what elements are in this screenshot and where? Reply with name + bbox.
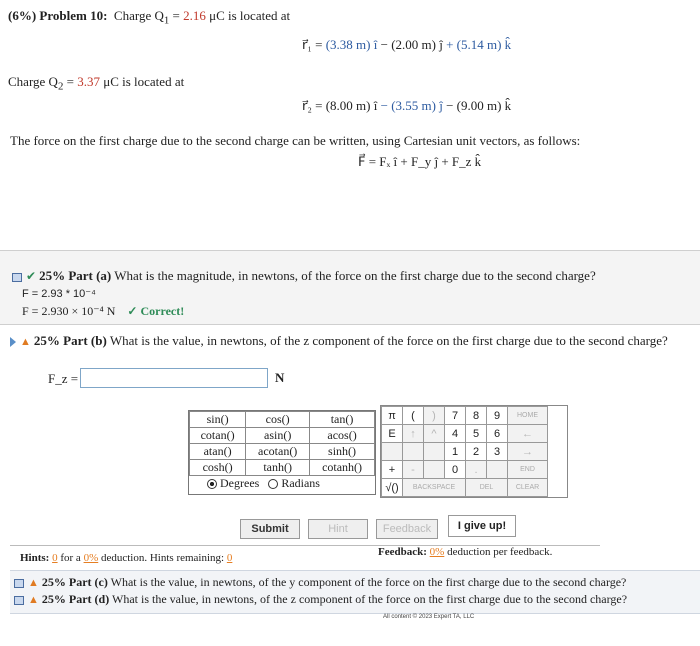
part-b-header[interactable] (10, 333, 668, 349)
copyright: All content © 2023 Expert TA, LLC (383, 614, 475, 620)
home-key[interactable]: HOME (508, 407, 548, 425)
angle-mode (189, 476, 375, 494)
sin-key[interactable]: sin() (190, 412, 246, 428)
caret-key[interactable]: ^ (424, 425, 445, 443)
part-b-question: What is the value, in newtons, of the z component of the force on the first charge due to the second charge? (106, 333, 668, 348)
acos-key[interactable]: acos() (310, 428, 375, 444)
right-arrow-key[interactable]: → (508, 443, 548, 461)
cos-key[interactable]: cos() (246, 412, 310, 428)
part-b-title: 25% Part (b) (33, 333, 107, 348)
blank-key (487, 461, 508, 479)
charge2-statement (8, 74, 184, 93)
key-5[interactable]: 5 (466, 425, 487, 443)
atan-key[interactable]: atan() (190, 444, 246, 460)
r1-x: (3.38 m) î (325, 37, 378, 52)
asin-key[interactable]: asin() (246, 428, 310, 444)
tan-key[interactable]: tan() (310, 412, 375, 428)
charge1-sub: 1 (163, 14, 170, 27)
key-7[interactable]: 7 (445, 407, 466, 425)
expand-arrow-icon[interactable] (10, 337, 16, 347)
numeric-keypad (380, 405, 568, 498)
problem-label: (6%) Problem 10: (8, 8, 108, 23)
key-1[interactable]: 1 (445, 443, 466, 461)
r2-z: − (9.00 m) k̂ (442, 98, 512, 113)
r2-x: (8.00 m) î (325, 98, 378, 113)
charge2-suffix: μC is located at (99, 74, 185, 89)
r2-lhs: r⃗₂ = (302, 98, 326, 113)
correct-status: ✓ Correct! (127, 304, 185, 318)
blank-key (424, 461, 445, 479)
end-key[interactable]: END (508, 461, 548, 479)
up-key[interactable]: ↑ (403, 425, 424, 443)
fz-label: F_z = (48, 371, 79, 386)
part-d-box-icon[interactable] (14, 596, 24, 605)
part-c-title: 25% Part (c) (41, 575, 108, 589)
charge2-sub: 2 (57, 80, 64, 93)
part-a-answer-value: F = 2.930 × 10⁻⁴ N (22, 304, 116, 318)
part-d-title: 25% Part (d) (41, 592, 110, 606)
acotan-key[interactable]: acotan() (246, 444, 310, 460)
open-paren-key[interactable]: ( (403, 407, 424, 425)
position-r2 (302, 98, 511, 114)
part-a-question: What is the magnitude, in newtons, of the force on the first charge due to the second charge? (111, 268, 596, 283)
hint-button[interactable]: Hint (308, 519, 368, 539)
blank-key (382, 443, 403, 461)
warning-icon: ▲ (28, 594, 39, 606)
r1-z: + (5.14 m) k̂ (442, 37, 512, 52)
clear-key[interactable]: CLEAR (508, 479, 548, 497)
charge1-eq: = (169, 8, 184, 23)
part-c-header[interactable] (14, 575, 626, 590)
charge1-suffix: μC is located at (205, 8, 291, 23)
hints-deduction: deduction. Hints remaining: (98, 552, 227, 564)
backspace-key[interactable]: BACKSPACE (403, 479, 466, 497)
minus-key[interactable]: - (403, 461, 424, 479)
cosh-key[interactable]: cosh() (190, 460, 246, 476)
close-paren-key[interactable]: ) (424, 407, 445, 425)
degrees-radio[interactable] (207, 479, 217, 489)
feedback-pct: 0% (429, 546, 445, 558)
key-6[interactable]: 6 (487, 425, 508, 443)
part-d-question: What is the value, in newtons, of the z component of the force on the first charge due to the second charge? (109, 592, 628, 606)
hints-label: Hints: (20, 552, 50, 564)
fz-unit: N (275, 370, 285, 385)
left-arrow-key[interactable]: ← (508, 425, 548, 443)
del-key[interactable]: DEL (466, 479, 508, 497)
force-equation: F⃗ = Fₓ î + F_y ĵ + F_z k̂ (358, 154, 482, 169)
part-a-header[interactable] (12, 268, 596, 284)
hints-pct: 0% (83, 552, 99, 564)
warning-icon: ▲ (20, 336, 31, 348)
submit-button[interactable]: Submit (240, 519, 300, 539)
part-c-box-icon[interactable] (14, 579, 24, 588)
sqrt-key[interactable]: √() (382, 479, 403, 497)
collapse-icon[interactable] (12, 273, 22, 282)
radians-radio[interactable] (268, 479, 278, 489)
blank-key (424, 443, 445, 461)
charge1-value: 2.16 (183, 8, 206, 23)
hints-count: 0 (52, 552, 58, 564)
sinh-key[interactable]: sinh() (310, 444, 375, 460)
key-0[interactable]: 0 (445, 461, 466, 479)
cotan-key[interactable]: cotan() (190, 428, 246, 444)
plus-key[interactable]: + (382, 461, 403, 479)
force-intro: The force on the first charge due to the second charge can be written, using Cartesian unit vectors, as follows: (10, 133, 581, 148)
cotanh-key[interactable]: cotanh() (310, 460, 375, 476)
part-c-question: What is the value, in newtons, of the y component of the force on the first charge due to the second charge? (107, 575, 627, 589)
key-3[interactable]: 3 (487, 443, 508, 461)
pi-key[interactable]: π (382, 407, 403, 425)
r1-lhs: r⃗₁ = (302, 37, 326, 52)
r1-y: − (2.00 m) ĵ (377, 37, 443, 52)
key-9[interactable]: 9 (487, 407, 508, 425)
key-8[interactable]: 8 (466, 407, 487, 425)
r2-y: − (3.55 m) ĵ (377, 98, 443, 113)
degrees-label: Degrees (220, 476, 260, 490)
feedback-text: deduction per feedback. (444, 546, 553, 558)
checkmark-icon: ✔ (26, 269, 37, 283)
key-4[interactable]: 4 (445, 425, 466, 443)
charge1-label: Charge Q (113, 8, 164, 23)
part-a-answer-display (22, 304, 184, 319)
charge2-eq: = (63, 74, 78, 89)
decimal-key[interactable]: . (466, 461, 487, 479)
fz-answer-input[interactable] (80, 368, 268, 388)
warning-icon: ▲ (28, 577, 39, 589)
hints-for-a: for a (57, 552, 84, 564)
part-a-title: 25% Part (a) (39, 268, 112, 283)
give-up-button[interactable]: I give up! (448, 515, 516, 537)
position-r1 (302, 37, 511, 53)
hints-remaining: 0 (226, 552, 233, 564)
tanh-key[interactable]: tanh() (246, 460, 310, 476)
problem-header (8, 8, 290, 27)
charge2-label: Charge Q (8, 74, 58, 89)
feedback-button[interactable]: Feedback (376, 519, 438, 539)
blank-key (403, 443, 424, 461)
key-2[interactable]: 2 (466, 443, 487, 461)
charge2-value: 3.37 (77, 74, 100, 89)
part-d-header[interactable] (14, 592, 627, 607)
feedback-label: Feedback: (378, 546, 427, 558)
e-key[interactable]: E (382, 425, 403, 443)
hints-info (20, 552, 232, 564)
radians-label: Radians (281, 476, 320, 490)
function-keypad (188, 410, 376, 495)
feedback-info (378, 546, 552, 558)
part-a-answer-input: F = 2.93 * 10⁻⁴ (22, 288, 96, 300)
